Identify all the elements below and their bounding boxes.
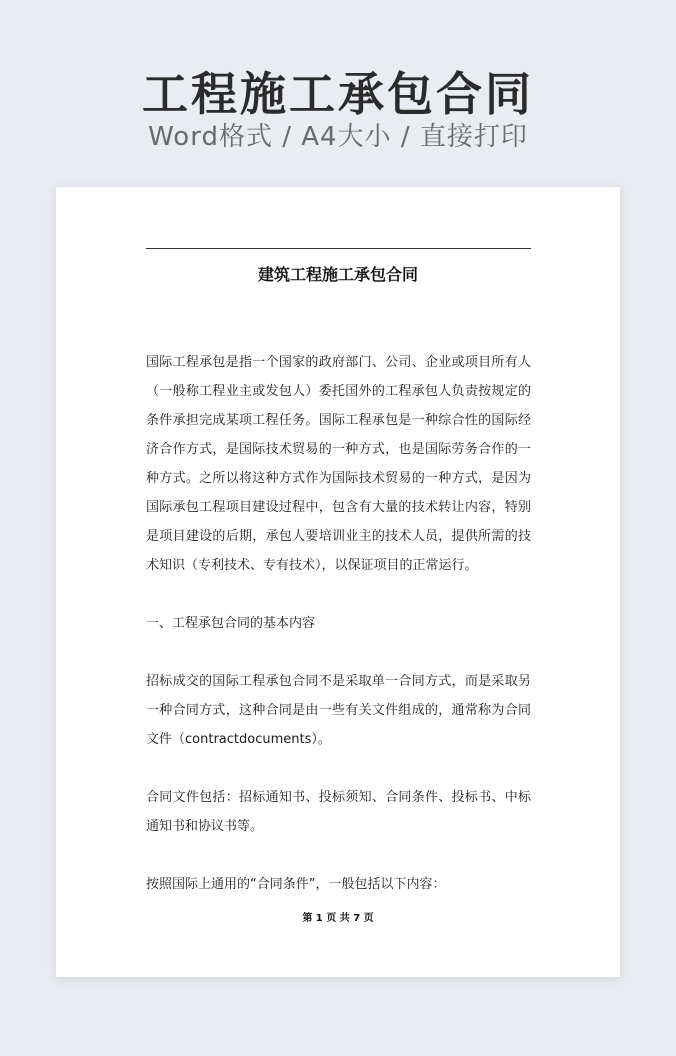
header-rule bbox=[146, 248, 531, 249]
paragraph-intro: 国际工程承包是指一个国家的政府部门、公司、企业或项目所有人（一般称工程业主或发包人）委托国外的工程承包人负责按规定的条件承担完成某项工程任务。国际工程承包是一种综合性的国际经济合作方式，是国际技术贸易的一种方式，也是国际劳务合作的一种方式。之所以将这种方式作为国际技术贸易的一种方式，是因为国际承包工程项目建设过程中，包含有大量的技术转让内容，特别是项目建设的后期，承包人要培训业主的技术人员，提供所需的技术知识（专利技术、专有技术），以保证项目的正常运行。 bbox=[146, 355, 531, 573]
paragraph-contract-documents: 合同文件包括：招标通知书、投标须知、合同条件、投标书、中标通知书和协议书等。 bbox=[146, 790, 531, 834]
paragraph-contract-method: 招标成交的国际工程承包合同不是采取单一合同方式，而是采取另一种合同方式，这种合同是由一些有关文件组成的，通常称为合同文件（contractdocuments）。 bbox=[146, 674, 531, 747]
banner-subtitle: Word格式 / A4大小 / 直接打印 bbox=[148, 122, 528, 152]
document-body bbox=[146, 348, 531, 899]
document-title: 建筑工程施工承包合同 bbox=[257, 265, 418, 284]
page-number: 第 1 页 共 7 页 bbox=[302, 913, 374, 924]
paragraph-conditions: 按照国际上通用的“合同条件”，一般包括以下内容： bbox=[146, 877, 446, 892]
banner bbox=[0, 0, 676, 175]
banner-title: 工程施工承包合同 bbox=[142, 67, 534, 121]
section-heading: 一、工程承包合同的基本内容 bbox=[146, 616, 316, 631]
document-page bbox=[56, 187, 620, 977]
